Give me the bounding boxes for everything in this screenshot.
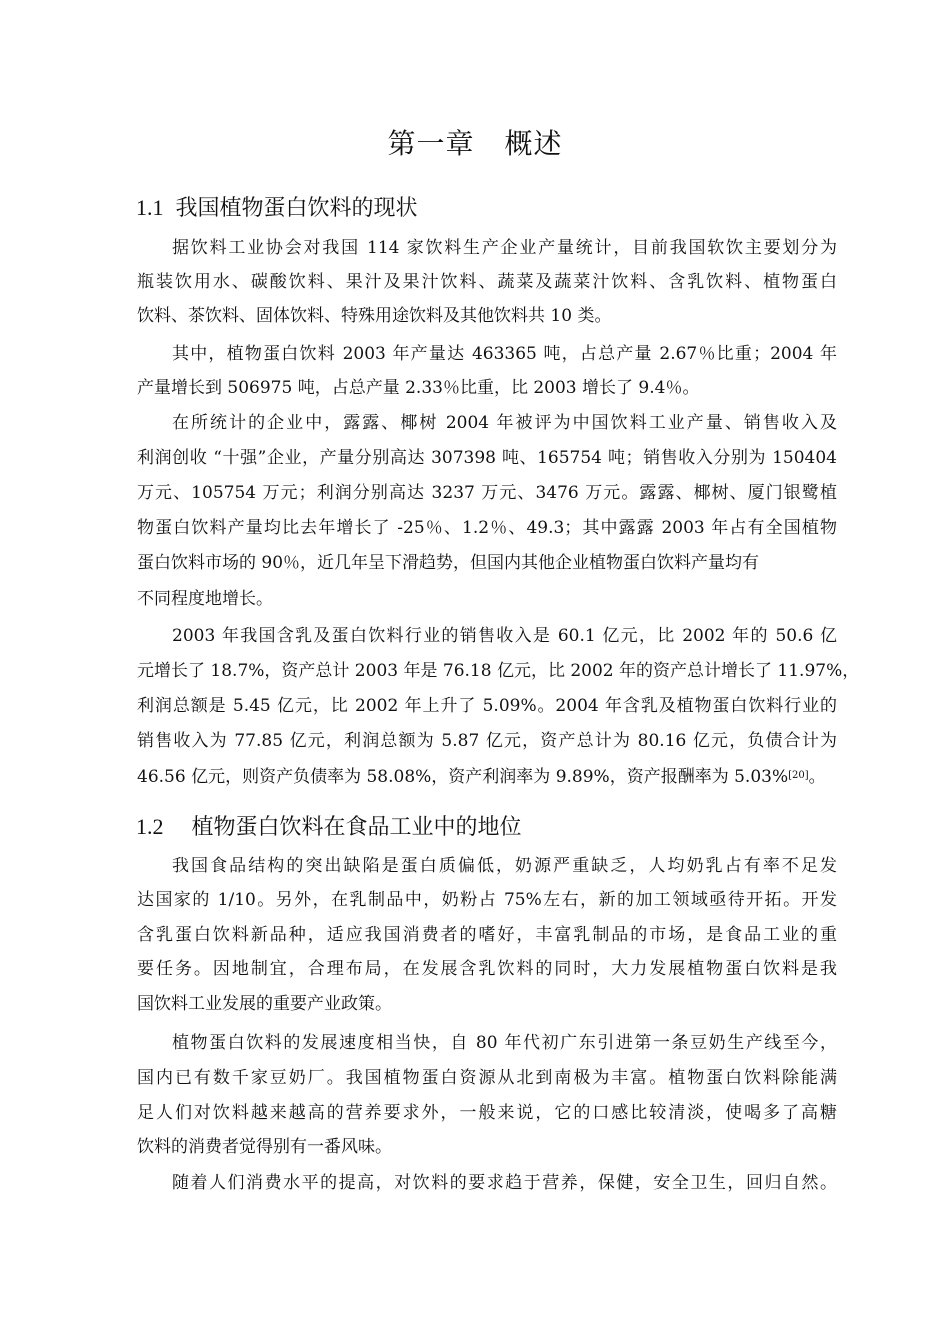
paragraph-line (137, 762, 826, 791)
paragraph-line: 饮料的消费者觉得别有一番风味。 (137, 1137, 392, 1157)
paragraph-line: 利润创收 “十强”企业，产量分别高达 307398 吨、165754 吨；销售收入分别为 150404 (137, 448, 837, 468)
section-heading-1-2 (136, 812, 522, 843)
section-title: 植物蛋白饮料在食品工业中的地位 (191, 815, 522, 840)
chapter-name: 概述 (504, 127, 563, 160)
sentence-end: 。 (808, 767, 826, 787)
paragraph-line: 销售收入为 77.85 亿元，利润总额为 5.87 亿元，资产总计为 80.16 亿元，负债合计为 (137, 731, 837, 751)
paragraph-line: 在所统计的企业中，露露、椰树 2004 年被评为中国饮料工业产量、销售收入及 (172, 413, 837, 433)
paragraph-line: 要任务。因地制宜，合理布局，在发展含乳饮料的同时，大力发展植物蛋白饮料是我 (137, 959, 837, 979)
paragraph-line: 我国食品结构的突出缺陷是蛋白质偏低，奶源严重缺乏，人均奶乳占有率不足发 (172, 856, 837, 876)
section-number: 1.2 (136, 814, 164, 839)
section-number: 1.1 (136, 195, 164, 220)
chapter-number: 第一章 (387, 127, 475, 160)
paragraph-line: 瓶装饮用水、碳酸饮料、果汁及果汁饮料、蔬菜及蔬菜汁饮料、含乳饮料、植物蛋白 (137, 272, 837, 292)
paragraph-line: 饮料、茶饮料、固体饮料、特殊用途饮料及其他饮料共 10 类。 (137, 306, 612, 326)
paragraph-line: 蛋白饮料市场的 90％，近几年呈下滑趋势，但国内其他企业植物蛋白饮料产量均有 (137, 553, 760, 573)
paragraph-line: 植物蛋白饮料的发展速度相当快，自 80 年代初广东引进第一条豆奶生产线至今， (172, 1033, 837, 1053)
paragraph-line: 利润总额是 5.45 亿元，比 2002 年上升了 5.09%。2004 年含乳及植物蛋白饮料行业的 (137, 696, 837, 716)
paragraph-line: 足人们对饮料越来越高的营养要求外，一般来说，它的口感比较清淡，使喝多了高糖 (137, 1103, 837, 1123)
paragraph-line: 据饮料工业协会对我国 114 家饮料生产企业产量统计，目前我国软饮主要划分为 (172, 238, 837, 258)
paragraph-line: 不同程度地增长。 (137, 589, 273, 609)
paragraph-line: 其中，植物蛋白饮料 2003 年产量达 463365 吨，占总产量 2.67％比重；2004 年 (172, 344, 837, 364)
citation-marker: [20] (788, 770, 809, 781)
paragraph-line: 达国家的 1/10。另外，在乳制品中，奶粉占 75%左右，新的加工领域亟待开拓。开发 (137, 890, 837, 910)
paragraph-line-text: 46.56 亿元，则资产负债率为 58.08%，资产利润率为 9.89%，资产报酬率为 5.03% (137, 767, 789, 787)
section-heading-1-1 (136, 193, 418, 224)
section-title: 我国植物蛋白饮料的现状 (175, 196, 418, 221)
paragraph-line: 2003 年我国含乳及蛋白饮料行业的销售收入是 60.1 亿元，比 2002 年的 50.6 亿 (172, 626, 837, 646)
chapter-title (0, 124, 950, 164)
paragraph-line: 物蛋白饮料产量均比去年增长了 -25％、1.2％、49.3；其中露露 2003 年占有全国植物 (137, 518, 837, 538)
paragraph-line: 含乳蛋白饮料新品种，适应我国消费者的嗜好，丰富乳制品的市场，是食品工业的重 (137, 925, 837, 945)
paragraph-line: 国内已有数千家豆奶厂。我国植物蛋白资源从北到南极为丰富。植物蛋白饮料除能满 (137, 1068, 837, 1088)
paragraph-line: 产量增长到 506975 吨，占总产量 2.33％比重，比 2003 增长了 9.4％。 (137, 378, 700, 398)
paragraph-line: 随着人们消费水平的提高，对饮料的要求趋于营养，保健，安全卫生，回归自然。 (172, 1173, 837, 1193)
paragraph-line: 国饮料工业发展的重要产业政策。 (137, 994, 392, 1014)
paragraph-line: 万元、105754 万元；利润分别高达 3237 万元、3476 万元。露露、椰树、厦门银鹭植 (137, 483, 837, 503)
paragraph-line: 元增长了 18.7%，资产总计 2003 年是 76.18 亿元，比 2002 年的资产总计增长了 11.97%， (137, 661, 860, 681)
